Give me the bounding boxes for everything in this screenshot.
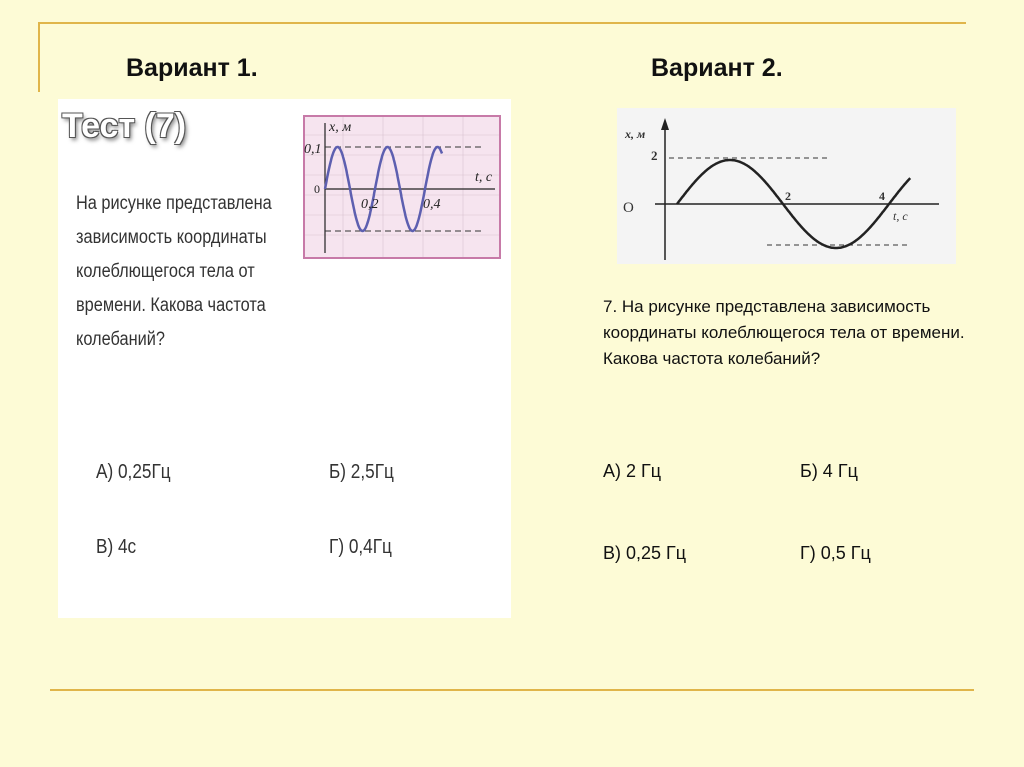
variant-2-graph <box>617 108 956 264</box>
variant-1-title: Вариант 1. <box>126 54 258 82</box>
graph-1-y-tick: 0,1 <box>304 142 322 157</box>
test-badge: Тест (7) <box>62 107 187 145</box>
variant-1-answer-c: В) 4с <box>96 536 137 558</box>
graph-2-y-label: x, м <box>625 127 646 141</box>
graph-2-origin: O <box>623 200 634 216</box>
variant-1-graph <box>303 115 501 259</box>
graph-2-x-label: t, c <box>893 209 908 223</box>
decorative-top-line <box>38 22 966 24</box>
variant-1-answer-d: Г) 0,4Гц <box>329 536 392 558</box>
graph-1-x-tick-2: 0,4 <box>423 197 441 212</box>
graph-frame <box>304 116 500 258</box>
variant-2-title: Вариант 2. <box>651 54 783 82</box>
graph-1-y-label: x, м <box>329 120 352 135</box>
graph-1-origin: 0 <box>314 182 320 196</box>
decorative-left-line <box>38 22 40 92</box>
graph-2-y-tick: 2 <box>651 148 658 163</box>
decorative-bottom-line <box>50 689 974 691</box>
variant-1-question: На рисунке представлена зависимость координаты колеблющегося тела от времени. Какова частота колебаний? <box>76 193 272 350</box>
graph-1-x-tick-1: 0,2 <box>361 197 379 212</box>
variant-1-answer-a: А) 0,25Гц <box>96 461 171 483</box>
variant-2-answer-c: В) 0,25 Гц <box>603 543 687 563</box>
variant-2-answer-b: Б) 4 Гц <box>800 461 858 481</box>
variant-2-answer-a: А) 2 Гц <box>603 461 662 481</box>
variant-1-answer-b: Б) 2,5Гц <box>329 461 394 483</box>
graph-2-x-tick-2: 4 <box>879 189 885 203</box>
variant-2-answer-d: Г) 0,5 Гц <box>800 543 871 563</box>
variant-2-question: 7. На рисунке представлена зависимость координаты колеблющегося тела от времени. Какова частота колебаний? <box>603 297 965 368</box>
graph-1-x-label: t, c <box>475 170 493 185</box>
graph-2-x-tick-1: 2 <box>785 189 791 203</box>
graph-2-background <box>617 108 956 264</box>
